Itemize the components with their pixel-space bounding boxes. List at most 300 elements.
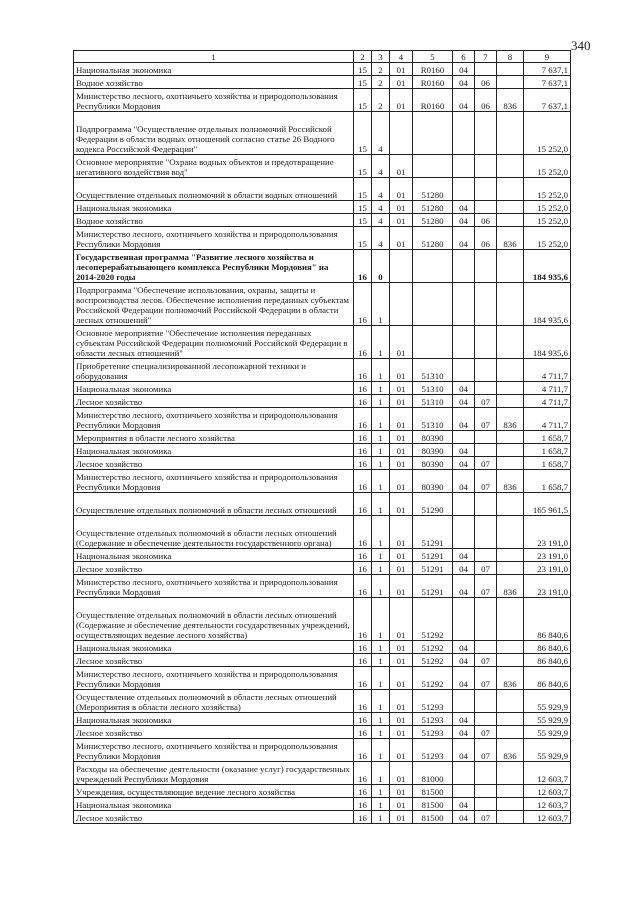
code-col-8: [497, 549, 524, 562]
code-col-5: 51291: [413, 575, 453, 598]
code-col-4: 01: [390, 726, 413, 739]
code-col-8: [497, 283, 524, 326]
code-col-2: 16: [354, 739, 372, 762]
code-col-8: [497, 63, 524, 76]
row-label: Министерство лесного, охотничьего хозяйства и природопользования Республики Мордовия: [74, 739, 354, 762]
row-label: Национальная экономика: [74, 63, 354, 76]
code-col-2: 16: [354, 690, 372, 713]
code-col-7: [475, 690, 497, 713]
code-col-4: 01: [390, 562, 413, 575]
code-col-3: 0: [372, 250, 390, 283]
code-col-2: 15: [354, 76, 372, 89]
code-col-4: 01: [390, 431, 413, 444]
amount: 86 840,6: [524, 641, 571, 654]
header-cell: 5: [413, 51, 453, 63]
code-col-8: [497, 112, 524, 155]
table-row: [74, 63, 571, 76]
code-col-6: [453, 762, 475, 785]
code-col-7: 06: [475, 227, 497, 250]
code-col-7: [475, 516, 497, 549]
code-col-2: 15: [354, 178, 372, 201]
code-col-7: [475, 598, 497, 641]
code-col-4: 01: [390, 654, 413, 667]
code-col-3: 1: [372, 562, 390, 575]
table-row: [74, 493, 571, 516]
code-col-2: 16: [354, 811, 372, 824]
code-col-8: [497, 493, 524, 516]
code-col-8: 836: [497, 575, 524, 598]
table-row: [74, 76, 571, 89]
code-col-3: 2: [372, 89, 390, 112]
amount: 86 840,6: [524, 598, 571, 641]
code-col-3: 1: [372, 739, 390, 762]
amount: 23 191,0: [524, 549, 571, 562]
row-label: Подпрограмма "Осуществление отдельных полномочий Российской Федерации в области водных отношений согласно статье 26 Водного кодекса Российской Федерации": [74, 112, 354, 155]
code-col-3: 1: [372, 457, 390, 470]
table-row: [74, 516, 571, 549]
code-col-7: [475, 283, 497, 326]
table-row: [74, 112, 571, 155]
amount: 15 252,0: [524, 155, 571, 178]
code-col-5: 51292: [413, 654, 453, 667]
code-col-2: 16: [354, 785, 372, 798]
code-col-3: 4: [372, 178, 390, 201]
code-col-8: [497, 431, 524, 444]
code-col-2: 16: [354, 470, 372, 493]
header-cell: 1: [74, 51, 354, 63]
row-label: Министерство лесного, охотничьего хозяйства и природопользования Республики Мордовия: [74, 227, 354, 250]
row-label: Осуществление отдельных полномочий в области лесных отношений (Мероприятия в области лесного хозяйства): [74, 690, 354, 713]
amount: 1 658,7: [524, 470, 571, 493]
table-row: [74, 227, 571, 250]
code-col-3: 1: [372, 408, 390, 431]
table-row: [74, 641, 571, 654]
code-col-6: 04: [453, 444, 475, 457]
amount: 12 603,7: [524, 785, 571, 798]
code-col-8: [497, 811, 524, 824]
header-cell: 7: [475, 51, 497, 63]
table-row: [74, 690, 571, 713]
code-col-4: [390, 250, 413, 283]
code-col-4: 01: [390, 667, 413, 690]
code-col-8: [497, 713, 524, 726]
code-col-6: 04: [453, 798, 475, 811]
code-col-6: 04: [453, 726, 475, 739]
code-col-5: 51293: [413, 713, 453, 726]
code-col-4: 01: [390, 395, 413, 408]
table-body: [74, 63, 571, 824]
code-col-3: 4: [372, 112, 390, 155]
code-col-4: 01: [390, 811, 413, 824]
code-col-7: [475, 762, 497, 785]
code-col-7: 07: [475, 654, 497, 667]
amount: 55 929,9: [524, 739, 571, 762]
code-col-2: 16: [354, 641, 372, 654]
code-col-6: 04: [453, 76, 475, 89]
amount: 15 252,0: [524, 214, 571, 227]
code-col-3: 2: [372, 76, 390, 89]
row-label: Лесное хозяйство: [74, 457, 354, 470]
code-col-7: 07: [475, 726, 497, 739]
table-row: [74, 785, 571, 798]
code-col-2: 16: [354, 598, 372, 641]
row-label: Расходы на обеспечение деятельности (оказание услуг) государственных учреждений Республики Мордовия: [74, 762, 354, 785]
code-col-7: 07: [475, 739, 497, 762]
code-col-2: 16: [354, 562, 372, 575]
code-col-4: 01: [390, 575, 413, 598]
table-row: [74, 201, 571, 214]
row-label: Мероприятия в области лесного хозяйства: [74, 431, 354, 444]
code-col-6: [453, 178, 475, 201]
code-col-6: [453, 326, 475, 359]
code-col-3: 1: [372, 431, 390, 444]
code-col-5: [413, 250, 453, 283]
code-col-4: 01: [390, 690, 413, 713]
code-col-4: 01: [390, 382, 413, 395]
code-col-3: 1: [372, 516, 390, 549]
code-col-5: 81000: [413, 762, 453, 785]
code-col-3: 1: [372, 382, 390, 395]
code-col-2: 16: [354, 457, 372, 470]
code-col-4: 01: [390, 598, 413, 641]
code-col-3: 1: [372, 667, 390, 690]
code-col-7: 07: [475, 667, 497, 690]
row-label: Государственная программа "Развитие лесного хозяйства и лесоперерабатывающего комплекса Республики Мордовия" на 2014-2020 годы: [74, 250, 354, 283]
code-col-7: 07: [475, 470, 497, 493]
code-col-4: 01: [390, 493, 413, 516]
code-col-3: 1: [372, 713, 390, 726]
code-col-8: [497, 798, 524, 811]
code-col-4: [390, 283, 413, 326]
amount: 86 840,6: [524, 654, 571, 667]
code-col-4: 01: [390, 76, 413, 89]
amount: 184 935,6: [524, 250, 571, 283]
table-row: [74, 598, 571, 641]
code-col-6: 04: [453, 457, 475, 470]
code-col-7: 06: [475, 76, 497, 89]
code-col-6: [453, 359, 475, 382]
code-col-8: [497, 155, 524, 178]
code-col-8: [497, 598, 524, 641]
code-col-4: 01: [390, 470, 413, 493]
code-col-3: 1: [372, 283, 390, 326]
row-label: Министерство лесного, охотничьего хозяйства и природопользования Республики Мордовия: [74, 667, 354, 690]
code-col-7: [475, 382, 497, 395]
code-col-8: [497, 359, 524, 382]
code-col-2: 16: [354, 382, 372, 395]
amount: 86 840,6: [524, 667, 571, 690]
table-row: [74, 326, 571, 359]
table-row: [74, 811, 571, 824]
table-row: [74, 444, 571, 457]
code-col-7: [475, 549, 497, 562]
code-col-7: [475, 178, 497, 201]
code-col-8: [497, 76, 524, 89]
code-col-4: 01: [390, 713, 413, 726]
code-col-2: 16: [354, 408, 372, 431]
code-col-3: 1: [372, 598, 390, 641]
code-col-2: 15: [354, 214, 372, 227]
code-col-6: [453, 283, 475, 326]
code-col-5: [413, 326, 453, 359]
code-col-5: 51290: [413, 493, 453, 516]
row-label: Лесное хозяйство: [74, 654, 354, 667]
row-label: Осуществление отдельных полномочий в области лесных отношений (Содержание и обеспечение деятельности государственных учреждений, осуществляющих ведение лесного хозяйства): [74, 598, 354, 641]
row-label: Национальная экономика: [74, 713, 354, 726]
code-col-2: 16: [354, 250, 372, 283]
amount: 55 929,9: [524, 713, 571, 726]
code-col-4: 01: [390, 739, 413, 762]
code-col-6: 04: [453, 89, 475, 112]
budget-table: [73, 50, 571, 824]
amount: 1 658,7: [524, 444, 571, 457]
code-col-2: 15: [354, 201, 372, 214]
code-col-7: [475, 155, 497, 178]
table-row: [74, 382, 571, 395]
code-col-5: 51292: [413, 598, 453, 641]
code-col-6: [453, 155, 475, 178]
code-col-2: 16: [354, 516, 372, 549]
code-col-7: [475, 431, 497, 444]
code-col-6: 04: [453, 227, 475, 250]
table-row: [74, 214, 571, 227]
code-col-4: 01: [390, 785, 413, 798]
code-col-2: 16: [354, 283, 372, 326]
code-col-5: 51310: [413, 359, 453, 382]
amount: 4 711,7: [524, 382, 571, 395]
code-col-6: 04: [453, 641, 475, 654]
amount: 1 658,7: [524, 431, 571, 444]
row-label: Осуществление отдельных полномочий в области лесных отношений (Содержание и обеспечение деятельности государственного органа): [74, 516, 354, 549]
code-col-6: 04: [453, 408, 475, 431]
amount: 1 658,7: [524, 457, 571, 470]
row-label: Водное хозяйство: [74, 76, 354, 89]
row-label: Национальная экономика: [74, 549, 354, 562]
code-col-4: 01: [390, 89, 413, 112]
code-col-7: 07: [475, 408, 497, 431]
table-row: [74, 431, 571, 444]
amount: 165 961,5: [524, 493, 571, 516]
amount: 55 929,9: [524, 726, 571, 739]
code-col-5: 51291: [413, 562, 453, 575]
code-col-8: 836: [497, 227, 524, 250]
code-col-6: 04: [453, 395, 475, 408]
amount: 23 191,0: [524, 562, 571, 575]
amount: 15 252,0: [524, 178, 571, 201]
code-col-7: 07: [475, 395, 497, 408]
header-cell: 6: [453, 51, 475, 63]
row-label: Министерство лесного, охотничьего хозяйства и природопользования Республики Мордовия: [74, 470, 354, 493]
code-col-5: [413, 283, 453, 326]
code-col-7: 07: [475, 562, 497, 575]
code-col-6: [453, 250, 475, 283]
code-col-3: 2: [372, 63, 390, 76]
code-col-5: [413, 155, 453, 178]
code-col-8: [497, 178, 524, 201]
code-col-8: [497, 395, 524, 408]
header-cell: 4: [390, 51, 413, 63]
code-col-2: 15: [354, 112, 372, 155]
code-col-8: [497, 726, 524, 739]
amount: 12 603,7: [524, 762, 571, 785]
row-label: Национальная экономика: [74, 641, 354, 654]
code-col-8: 836: [497, 408, 524, 431]
code-col-7: [475, 798, 497, 811]
row-label: Лесное хозяйство: [74, 562, 354, 575]
code-col-5: 81500: [413, 785, 453, 798]
code-col-3: 1: [372, 395, 390, 408]
code-col-4: 01: [390, 359, 413, 382]
row-label: Лесное хозяйство: [74, 811, 354, 824]
code-col-7: [475, 641, 497, 654]
code-col-5: 51280: [413, 201, 453, 214]
code-col-3: 1: [372, 654, 390, 667]
table-row: [74, 549, 571, 562]
code-col-6: [453, 785, 475, 798]
code-col-3: 4: [372, 201, 390, 214]
code-col-7: [475, 713, 497, 726]
code-col-3: 1: [372, 326, 390, 359]
code-col-8: 836: [497, 667, 524, 690]
header-cell: 3: [372, 51, 390, 63]
row-label: Лесное хозяйство: [74, 395, 354, 408]
amount: 55 929,9: [524, 690, 571, 713]
code-col-7: 07: [475, 457, 497, 470]
code-col-4: 01: [390, 63, 413, 76]
code-col-2: 16: [354, 326, 372, 359]
code-col-2: 16: [354, 798, 372, 811]
code-col-5: 51291: [413, 516, 453, 549]
code-col-2: 16: [354, 431, 372, 444]
code-col-6: 04: [453, 713, 475, 726]
code-col-6: 04: [453, 739, 475, 762]
code-col-8: [497, 457, 524, 470]
code-col-8: 836: [497, 470, 524, 493]
row-label: Министерство лесного, охотничьего хозяйства и природопользования Республики Мордовия: [74, 575, 354, 598]
table-row: [74, 762, 571, 785]
table-row: [74, 283, 571, 326]
table-row: [74, 155, 571, 178]
code-col-2: 15: [354, 227, 372, 250]
code-col-6: [453, 516, 475, 549]
code-col-4: 01: [390, 549, 413, 562]
row-label: Водное хозяйство: [74, 214, 354, 227]
code-col-8: [497, 250, 524, 283]
table-row: [74, 667, 571, 690]
code-col-8: [497, 785, 524, 798]
code-col-4: 01: [390, 326, 413, 359]
code-col-3: 1: [372, 359, 390, 382]
row-label: Основное мероприятие "Обеспечение исполнения переданных субъектам Российской Федерации полномочий Российской Федерации в области лесных отношений": [74, 326, 354, 359]
code-col-8: [497, 201, 524, 214]
table-row: [74, 713, 571, 726]
code-col-5: 51293: [413, 690, 453, 713]
code-col-7: [475, 112, 497, 155]
code-col-6: 04: [453, 470, 475, 493]
code-col-5: 51293: [413, 726, 453, 739]
code-col-2: 16: [354, 359, 372, 382]
row-label: Лесное хозяйство: [74, 726, 354, 739]
code-col-4: 01: [390, 641, 413, 654]
code-col-2: 15: [354, 89, 372, 112]
row-label: Национальная экономика: [74, 444, 354, 457]
code-col-5: 51280: [413, 227, 453, 250]
code-col-8: [497, 516, 524, 549]
code-col-7: [475, 359, 497, 382]
table-row: [74, 654, 571, 667]
amount: 7 637,1: [524, 63, 571, 76]
code-col-5: 51291: [413, 549, 453, 562]
amount: 15 252,0: [524, 112, 571, 155]
row-label: Учреждения, осуществляющие ведение лесного хозяйства: [74, 785, 354, 798]
code-col-8: [497, 444, 524, 457]
code-col-2: 15: [354, 155, 372, 178]
code-col-2: 16: [354, 667, 372, 690]
code-col-5: R0160: [413, 89, 453, 112]
code-col-7: [475, 444, 497, 457]
code-col-3: 4: [372, 214, 390, 227]
code-col-7: [475, 326, 497, 359]
code-col-6: 04: [453, 549, 475, 562]
table-row: [74, 359, 571, 382]
code-col-2: 16: [354, 549, 372, 562]
table-row: [74, 575, 571, 598]
amount: 4 711,7: [524, 395, 571, 408]
code-col-6: 04: [453, 667, 475, 690]
code-col-4: 01: [390, 201, 413, 214]
row-label: Основное мероприятие "Охрана водных объектов и предотвращение негативного воздействия вод": [74, 155, 354, 178]
code-col-5: 51292: [413, 667, 453, 690]
code-col-4: 01: [390, 227, 413, 250]
code-col-7: 06: [475, 214, 497, 227]
code-col-8: 836: [497, 89, 524, 112]
code-col-8: [497, 641, 524, 654]
table-row: [74, 408, 571, 431]
code-col-8: [497, 690, 524, 713]
code-col-3: 1: [372, 726, 390, 739]
code-col-6: 04: [453, 382, 475, 395]
code-col-6: 04: [453, 654, 475, 667]
code-col-6: 04: [453, 214, 475, 227]
code-col-7: [475, 493, 497, 516]
code-col-2: 16: [354, 493, 372, 516]
code-col-6: 04: [453, 63, 475, 76]
amount: 23 191,0: [524, 516, 571, 549]
table-row: [74, 562, 571, 575]
code-col-5: 80390: [413, 444, 453, 457]
code-col-4: 01: [390, 516, 413, 549]
code-col-4: [390, 112, 413, 155]
row-label: Национальная экономика: [74, 201, 354, 214]
table-row: [74, 89, 571, 112]
code-col-6: [453, 112, 475, 155]
code-col-8: [497, 562, 524, 575]
code-col-3: 1: [372, 690, 390, 713]
code-col-6: [453, 431, 475, 444]
code-col-6: [453, 598, 475, 641]
code-col-5: 81500: [413, 811, 453, 824]
table-row: [74, 457, 571, 470]
code-col-2: 16: [354, 575, 372, 598]
code-col-6: 04: [453, 201, 475, 214]
row-label: Подпрограмма "Обеспечение использования, охраны, защиты и воспроизводства лесов. Обеспечение исполнения переданных субъектам Российской Федерации полномочий Российской Федерации в области лесных отношений": [74, 283, 354, 326]
table-row: [74, 178, 571, 201]
amount: 12 603,7: [524, 798, 571, 811]
code-col-3: 1: [372, 549, 390, 562]
code-col-5: 80390: [413, 470, 453, 493]
code-col-2: 15: [354, 63, 372, 76]
code-col-4: 01: [390, 214, 413, 227]
